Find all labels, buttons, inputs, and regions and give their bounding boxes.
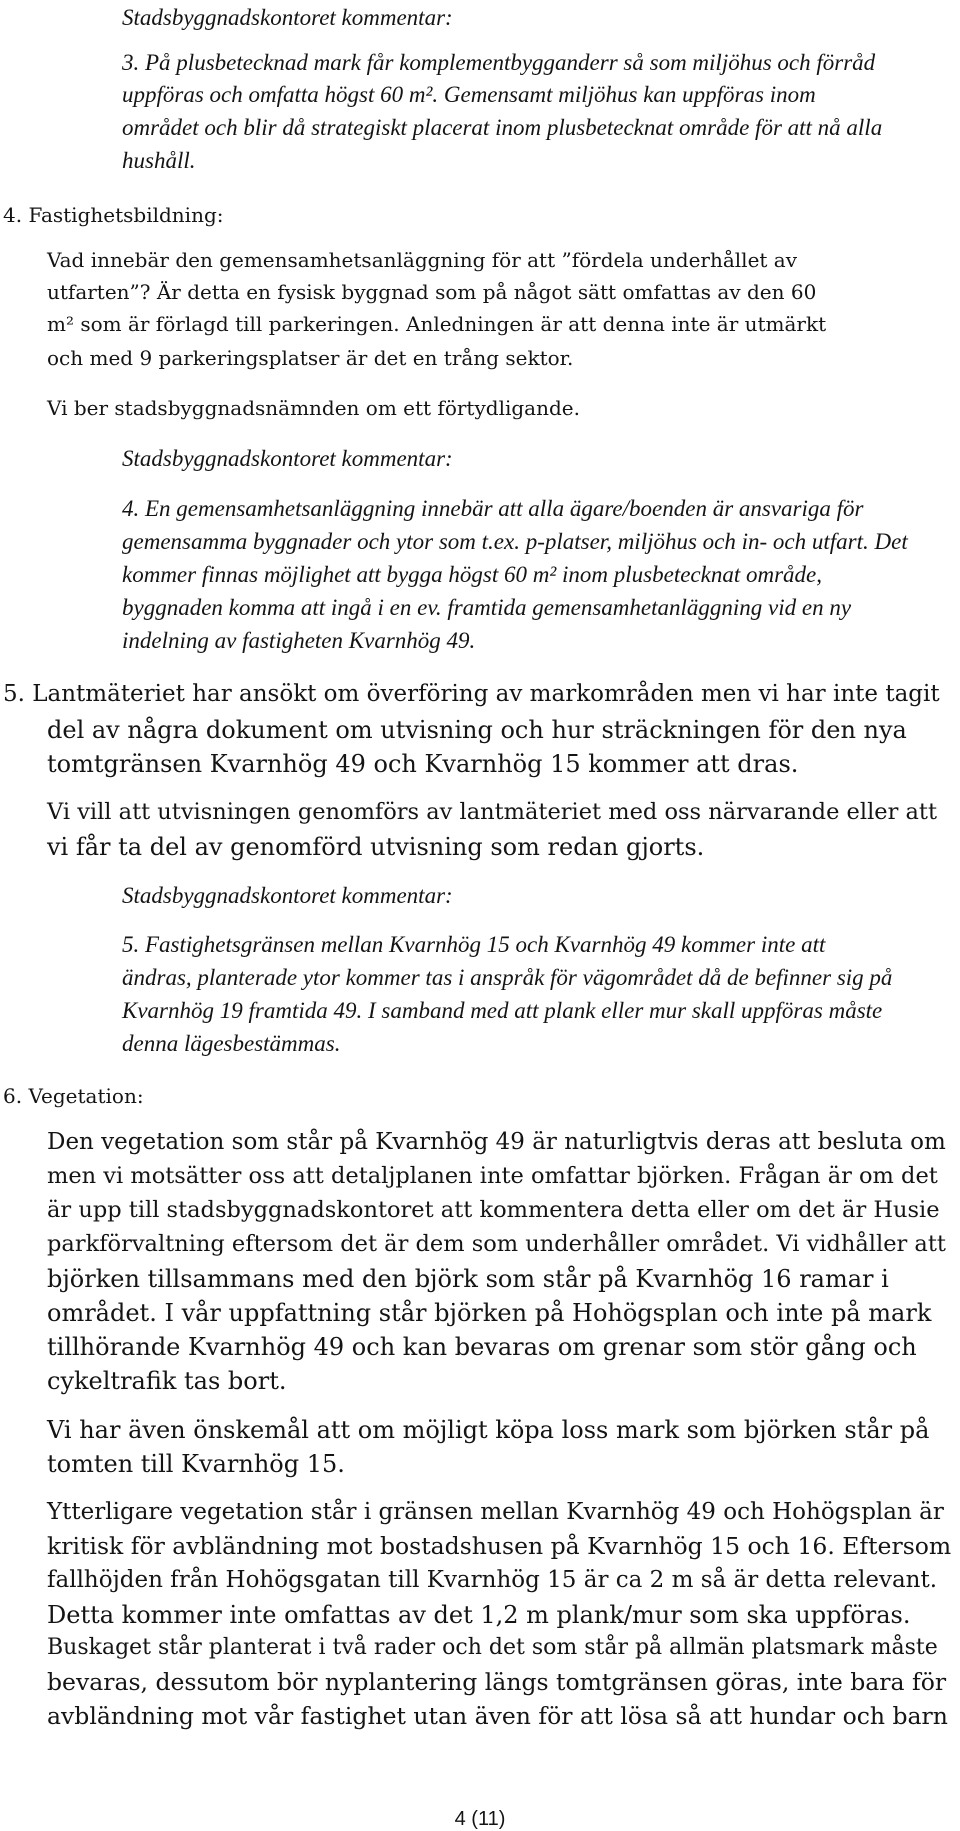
paragraph-line: Ytterligare vegetation står i gränsen mellan Kvarnhög 49 och Hohögsplan är	[47, 1499, 944, 1525]
comment-line: indelning av fastigheten Kvarnhög 49.	[122, 628, 476, 653]
paragraph-line: tomtgränsen Kvarnhög 49 och Kvarnhög 15 kommer att dras.	[47, 750, 799, 778]
comment-line: denna lägesbestämmas.	[122, 1031, 341, 1056]
comment-line: hushåll.	[122, 148, 196, 173]
paragraph-line: del av några dokument om utvisning och hur sträckningen för den nya	[47, 716, 907, 744]
paragraph-line: Buskaget står planterat i två rader och det som står på allmän platsmark måste	[47, 1635, 938, 1660]
comment-line: 4. En gemensamhetsanläggning innebär att alla ägare/boenden är ansvariga för	[122, 496, 864, 521]
paragraph-line: kritisk för avbländning mot bostadshusen på Kvarnhög 15 och 16. Eftersom	[47, 1532, 952, 1560]
comment-line: kommer finnas möjlighet att bygga högst 60 m² inom plusbetecknat område,	[122, 562, 823, 587]
comment-heading: Stadsbyggnadskontoret kommentar:	[122, 446, 453, 471]
paragraph-line: fallhöjden från Hohögsgatan till Kvarnhög 15 är ca 2 m så är detta relevant.	[47, 1567, 938, 1593]
comment-line: området och blir då strategiskt placerat inom plusbetecknat område för att nå alla	[122, 115, 883, 140]
paragraph-line: Vi ber stadsbyggnadsnämnden om ett förtydligande.	[47, 396, 580, 420]
paragraph-line: tillhörande Kvarnhög 49 och kan bevaras om grenar som stör gång och	[47, 1333, 917, 1361]
paragraph-line: Vi har även önskemål att om möjligt köpa loss mark som björken står på	[47, 1416, 930, 1444]
paragraph-line: Den vegetation som står på Kvarnhög 49 är naturligtvis deras att besluta om	[47, 1129, 946, 1155]
paragraph-line: Vad innebär den gemensamhetsanläggning för att ”fördela underhållet av	[47, 248, 798, 272]
paragraph-line: bevaras, dessutom bör nyplantering längs tomtgränsen göras, inte bara för	[47, 1668, 947, 1696]
paragraph-line: 5. Lantmäteriet har ansökt om överföring av markområden men vi har inte tagit	[3, 681, 940, 707]
paragraph-line: cykeltrafik tas bort.	[47, 1367, 287, 1395]
paragraph-line: är upp till stadsbyggnadskontoret att kommentera detta eller om det är Husie	[47, 1197, 940, 1223]
paragraph-line: utfarten”? Är detta en fysisk byggnad som på något sätt omfattas av den 60	[47, 280, 817, 304]
comment-line: byggnaden komma att ingå i en ev. framtida gemensamhetanläggning vid en ny	[122, 595, 852, 620]
section-heading: 6. Vegetation:	[3, 1084, 144, 1108]
paragraph-line: men vi motsätter oss att detaljplanen inte omfattar björken. Frågan är om det	[47, 1163, 938, 1189]
paragraph-line: Vi vill att utvisningen genomförs av lantmäteriet med oss närvarande eller att	[47, 799, 937, 825]
comment-line: 5. Fastighetsgränsen mellan Kvarnhög 15 och Kvarnhög 49 kommer inte att	[122, 932, 826, 957]
paragraph-line: vi får ta del av genomförd utvisning som redan gjorts.	[47, 833, 705, 861]
paragraph-line: Detta kommer inte omfattas av det 1,2 m plank/mur som ska uppföras.	[47, 1601, 911, 1629]
section-heading: 4. Fastighetsbildning:	[3, 203, 224, 227]
paragraph-line: björken tillsammans med den björk som står på Kvarnhög 16 ramar i	[47, 1265, 889, 1293]
paragraph-line: tomten till Kvarnhög 15.	[47, 1450, 345, 1478]
comment-line: 3. På plusbetecknad mark får komplementbygganderr så som miljöhus och förråd	[122, 50, 876, 75]
paragraph-line: och med 9 parkeringsplatser är det en trång sektor.	[47, 346, 574, 370]
paragraph-line: området. I vår uppfattning står björken på Hohögsplan och inte på mark	[47, 1299, 932, 1327]
paragraph-line: m² som är förlagd till parkeringen. Anledningen är att denna inte är utmärkt	[47, 312, 827, 336]
comment-line: gemensamma byggnader och ytor som t.ex. p-platser, miljöhus och in- och utfart. Det	[122, 529, 908, 554]
page-number: 4 (11)	[454, 1808, 506, 1830]
comment-heading: Stadsbyggnadskontoret kommentar:	[122, 5, 453, 30]
paragraph-line: parkförvaltning eftersom det är dem som underhåller området. Vi vidhåller att	[47, 1231, 946, 1257]
comment-line: ändras, planterade ytor kommer tas i anspråk för vägområdet då de befinner sig på	[122, 965, 893, 990]
comment-line: Kvarnhög 19 framtida 49. I samband med att plank eller mur skall uppföras måste	[122, 998, 883, 1023]
comment-heading: Stadsbyggnadskontoret kommentar:	[122, 883, 453, 908]
paragraph-line: avbländning mot vår fastighet utan även för att lösa så att hundar och barn	[47, 1702, 948, 1730]
comment-line: uppföras och omfatta högst 60 m². Gemensamt miljöhus kan uppföras inom	[122, 82, 816, 107]
